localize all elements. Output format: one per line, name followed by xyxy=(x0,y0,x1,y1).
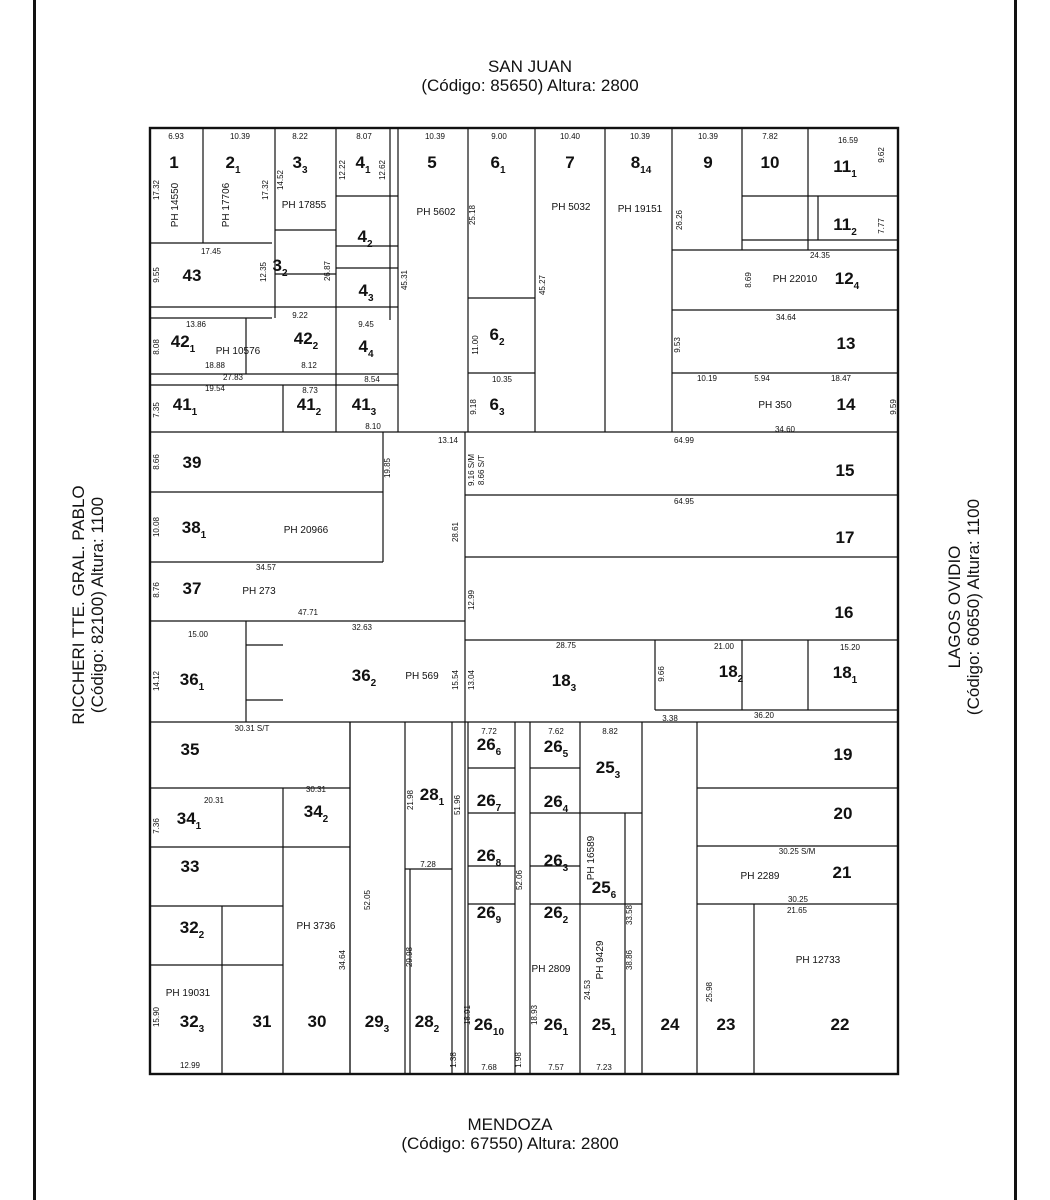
ph-registry-label: PH 3736 xyxy=(296,921,336,932)
lot-number: $26_8$ xyxy=(476,846,502,869)
ph-registry-label: PH 273 xyxy=(242,586,276,597)
dimension-label: 15.20 xyxy=(839,643,861,652)
dimension-label: 64.95 xyxy=(673,497,695,506)
lot-number: $4_1$ xyxy=(355,153,371,176)
dimension-label: 3.38 xyxy=(662,714,678,723)
lot-number: 37 xyxy=(182,579,202,598)
dimension-label: 7.62 xyxy=(548,727,564,736)
ph-registry-label: PH 17706 xyxy=(221,182,232,228)
dimension-label: 8.69 xyxy=(744,272,753,288)
dimension-label: 51.96 xyxy=(453,794,462,816)
parcel-labels xyxy=(152,132,898,1072)
street-detail: (Código: 85650) Altura: 2800 xyxy=(421,76,639,95)
lot-number: $18_1$ xyxy=(832,663,858,686)
dimension-label: 9.62 xyxy=(877,147,886,163)
lot-number: $3_3$ xyxy=(292,153,308,176)
dimension-label: 28.75 xyxy=(555,641,577,650)
dimension-label: 8.12 xyxy=(301,361,317,370)
lot-number: $11_1$ xyxy=(833,157,857,180)
ph-registry-label: PH 5032 xyxy=(551,202,591,213)
dimension-label: 12.99 xyxy=(467,589,476,611)
dimension-label: 9.16 S/M xyxy=(467,453,476,487)
street-detail: (Código: 67550) Altura: 2800 xyxy=(401,1134,619,1153)
dimension-label: 25.18 xyxy=(468,204,477,226)
dimension-label: 8.54 xyxy=(364,375,380,384)
lot-number: $34_1$ xyxy=(176,809,202,832)
dimension-label: 9.53 xyxy=(673,337,682,353)
dimension-label: 10.08 xyxy=(152,516,161,538)
dimension-label: 15.00 xyxy=(187,630,209,639)
dimension-label: 7.28 xyxy=(420,860,436,869)
lot-number: $41_2$ xyxy=(296,395,322,418)
lot-number: 14 xyxy=(836,395,856,414)
dimension-label: 10.39 xyxy=(697,132,719,141)
dimension-label: 7.72 xyxy=(481,727,497,736)
dimension-label: 21.65 xyxy=(786,906,808,915)
dimension-label: 9.66 xyxy=(657,666,666,682)
lot-number: 20 xyxy=(833,804,853,823)
ph-registry-label: PH 569 xyxy=(405,671,439,682)
dimension-label: 10.39 xyxy=(424,132,446,141)
lot-number: 1 xyxy=(169,153,179,172)
dimension-label: 45.27 xyxy=(538,274,547,296)
dimension-label: 32.63 xyxy=(351,623,373,632)
dimension-label: 24.35 xyxy=(809,251,831,260)
dimension-label: 9.00 xyxy=(491,132,507,141)
lot-number: $3_2$ xyxy=(272,256,288,279)
dimension-label: 7.35 xyxy=(152,402,161,418)
lot-number: $41_3$ xyxy=(351,395,377,418)
ph-registry-label: PH 19031 xyxy=(165,988,211,999)
dimension-label: 8.82 xyxy=(602,727,618,736)
lot-number: $6_3$ xyxy=(489,395,505,418)
ph-registry-label: PH 20966 xyxy=(283,525,329,536)
lot-number: $26_9$ xyxy=(476,903,502,926)
dimension-label: 20.31 xyxy=(203,796,225,805)
dimension-label: 13.14 xyxy=(437,436,459,445)
lot-number: $28_1$ xyxy=(419,785,445,808)
dimension-label: 18.88 xyxy=(204,361,226,370)
lot-number: 19 xyxy=(833,745,853,764)
ph-registry-label: PH 5602 xyxy=(416,207,456,218)
dimension-label: 15.90 xyxy=(152,1006,161,1028)
dimension-label: 36.20 xyxy=(753,711,775,720)
lot-number: $12_4$ xyxy=(834,269,860,292)
lot-number: $6_1$ xyxy=(490,153,506,176)
dimension-label: 8.10 xyxy=(365,422,381,431)
lot-number: 33 xyxy=(180,857,200,876)
dimension-label: 30.25 xyxy=(787,895,809,904)
dimension-label: 5.94 xyxy=(754,374,770,383)
ph-registry-label: PH 350 xyxy=(758,400,792,411)
dimension-label: 17.45 xyxy=(200,247,222,256)
dimension-label: 38.86 xyxy=(625,949,634,971)
street-name: MENDOZA xyxy=(467,1115,553,1134)
lot-number: $2_1$ xyxy=(225,153,241,176)
dimension-label: 1.98 xyxy=(514,1052,523,1068)
dimension-label: 7.77 xyxy=(877,218,886,234)
ph-registry-label: PH 16589 xyxy=(586,835,597,881)
dimension-label: 10.35 xyxy=(491,375,513,384)
lot-number: $25_1$ xyxy=(591,1015,617,1038)
ph-registry-label: PH 9429 xyxy=(595,940,606,980)
lot-number: $26_2$ xyxy=(543,903,569,926)
lot-number: $4_4$ xyxy=(358,337,374,360)
lot-number: $26_1$ xyxy=(543,1015,569,1038)
dimension-label: 30.31 xyxy=(305,785,327,794)
dimension-label: 8.73 xyxy=(302,386,318,395)
ph-registry-label: PH 12733 xyxy=(795,955,841,966)
lot-number: 24 xyxy=(660,1015,680,1034)
street-detail: (Código: 82100) Altura: 1100 xyxy=(88,496,107,714)
dimension-label: 21.00 xyxy=(713,642,735,651)
dimension-label: 8.76 xyxy=(152,582,161,598)
dimension-label: 10.39 xyxy=(229,132,251,141)
lot-number: $28_2$ xyxy=(414,1012,440,1035)
lot-number: $26_7$ xyxy=(476,791,502,814)
lot-number: 21 xyxy=(832,863,852,882)
dimension-label: 8.66 xyxy=(152,454,161,470)
lot-number: 10 xyxy=(760,153,780,172)
dimension-label: 34.64 xyxy=(338,949,347,971)
lot-number: $32_3$ xyxy=(179,1012,205,1035)
dimension-label: 8.66 S/T xyxy=(477,454,486,486)
lot-number: 16 xyxy=(834,603,854,622)
lot-number: $18_2$ xyxy=(718,662,744,685)
dimension-label: 7.82 xyxy=(762,132,778,141)
lot-number: $18_3$ xyxy=(551,671,577,694)
dimension-label: 17.32 xyxy=(152,179,161,201)
lot-number: 7 xyxy=(565,153,575,172)
dimension-label: 9.59 xyxy=(889,399,898,415)
dimension-label: 12.62 xyxy=(378,159,387,181)
dimension-label: 19.54 xyxy=(204,384,226,393)
dimension-label: 12.22 xyxy=(338,159,347,181)
lot-number: 5 xyxy=(427,153,437,172)
dimension-label: 21.98 xyxy=(406,789,415,811)
dimension-label: 13.04 xyxy=(467,669,476,691)
dimension-label: 17.32 xyxy=(261,179,270,201)
lot-number: $38_1$ xyxy=(181,518,207,541)
lot-number: 22 xyxy=(830,1015,850,1034)
dimension-label: 10.19 xyxy=(696,374,718,383)
lot-number: $34_2$ xyxy=(303,802,329,825)
lot-number: $11_2$ xyxy=(833,215,857,238)
lot-number: $41_1$ xyxy=(172,395,198,418)
lot-number: 13 xyxy=(836,334,856,353)
dimension-label: 24.53 xyxy=(583,979,592,1001)
lot-number: $36_1$ xyxy=(179,670,205,693)
dimension-label: 9.55 xyxy=(152,267,161,283)
dimension-label: 18.91 xyxy=(463,1004,472,1026)
lot-number: $26_5$ xyxy=(543,737,569,760)
lot-number: 17 xyxy=(835,528,855,547)
street-detail: (Código: 60650) Altura: 1100 xyxy=(964,498,983,716)
dimension-label: 52.06 xyxy=(515,869,524,891)
dimension-label: 10.40 xyxy=(559,132,581,141)
street-name: RICCHERI TTE. GRAL. PABLO xyxy=(69,485,88,725)
ph-registry-label: PH 14550 xyxy=(170,182,181,228)
lot-number: $4_2$ xyxy=(357,227,373,250)
dimension-label: 33.58 xyxy=(625,904,634,926)
lot-number: $26_{10}$ xyxy=(473,1015,505,1038)
lot-number: $25_3$ xyxy=(595,758,621,781)
dimension-label: 47.71 xyxy=(297,608,319,617)
dimension-label: 18.47 xyxy=(830,374,852,383)
dimension-label: 26.87 xyxy=(323,260,332,282)
lot-number: $4_3$ xyxy=(358,281,374,304)
dimension-label: 7.23 xyxy=(596,1063,612,1072)
dimension-label: 30.31 S/T xyxy=(234,724,270,733)
dimension-label: 11.00 xyxy=(471,335,480,355)
dimension-label: 25.98 xyxy=(705,981,714,1003)
dimension-label: 34.64 xyxy=(775,313,797,322)
dimension-label: 8.08 xyxy=(152,339,161,355)
dimension-label: 26.26 xyxy=(675,209,684,231)
lot-number: $8_{14}$ xyxy=(630,153,652,176)
dimension-label: 28.61 xyxy=(451,521,460,543)
lot-number: $26_6$ xyxy=(476,735,502,758)
street-name: LAGOS OVIDIO xyxy=(945,545,964,669)
ph-registry-label: PH 22010 xyxy=(772,274,818,285)
dimension-label: 16.59 xyxy=(837,136,859,145)
dimension-label: 14.52 xyxy=(276,169,285,191)
lot-number: 31 xyxy=(252,1012,272,1031)
dimension-label: 7.36 xyxy=(152,818,161,834)
dimension-label: 12.99 xyxy=(179,1061,201,1070)
lot-number: $36_2$ xyxy=(351,666,377,689)
ph-registry-label: PH 17855 xyxy=(281,200,327,211)
lot-number: 9 xyxy=(703,153,713,172)
dimension-label: 64.99 xyxy=(673,436,695,445)
ph-registry-label: PH 2809 xyxy=(531,964,571,975)
dimension-label: 6.93 xyxy=(168,132,184,141)
lot-number: 23 xyxy=(716,1015,736,1034)
dimension-label: 9.18 xyxy=(469,399,478,415)
ph-registry-label: PH 19151 xyxy=(617,204,663,215)
dimension-label: 7.68 xyxy=(481,1063,497,1072)
dimension-label: 1.38 xyxy=(449,1052,458,1068)
dimension-label: 9.45 xyxy=(358,320,374,329)
dimension-label: 14.12 xyxy=(152,670,161,692)
lot-number: 39 xyxy=(182,453,202,472)
lot-number: $25_6$ xyxy=(591,878,617,901)
dimension-label: 15.54 xyxy=(451,669,460,691)
dimension-label: 12.35 xyxy=(259,261,268,283)
dimension-label: 13.86 xyxy=(185,320,207,329)
lot-number: $6_2$ xyxy=(489,325,505,348)
lot-number: 15 xyxy=(835,461,855,480)
dimension-label: 34.57 xyxy=(255,563,277,572)
lot-number: $29_3$ xyxy=(364,1012,390,1035)
lot-number: $26_4$ xyxy=(543,792,569,815)
dimension-label: 29.98 xyxy=(405,946,414,968)
ph-registry-label: PH 10576 xyxy=(215,346,261,357)
lot-number: $42_1$ xyxy=(170,332,196,355)
lot-number: $32_2$ xyxy=(179,918,205,941)
dimension-label: 27.83 xyxy=(222,373,244,382)
dimension-label: 45.31 xyxy=(400,269,409,291)
dimension-label: 34.60 xyxy=(774,425,796,434)
dimension-label: 10.39 xyxy=(629,132,651,141)
dimension-label: 30.25 S/M xyxy=(778,847,816,856)
dimension-label: 8.22 xyxy=(292,132,308,141)
dimension-label: 19.85 xyxy=(383,457,392,479)
dimension-label: 18.93 xyxy=(530,1004,539,1026)
ph-registry-label: PH 2289 xyxy=(740,871,780,882)
dimension-label: 9.22 xyxy=(292,311,308,320)
lot-number: $26_3$ xyxy=(543,851,569,874)
lot-number: 43 xyxy=(182,266,202,285)
lot-number: $42_2$ xyxy=(293,329,319,352)
dimension-label: 8.07 xyxy=(356,132,372,141)
dimension-label: 52.05 xyxy=(363,889,372,911)
lot-number: 35 xyxy=(180,740,200,759)
street-name: SAN JUAN xyxy=(487,57,573,76)
lot-number: 30 xyxy=(307,1012,327,1031)
dimension-label: 7.57 xyxy=(548,1063,564,1072)
